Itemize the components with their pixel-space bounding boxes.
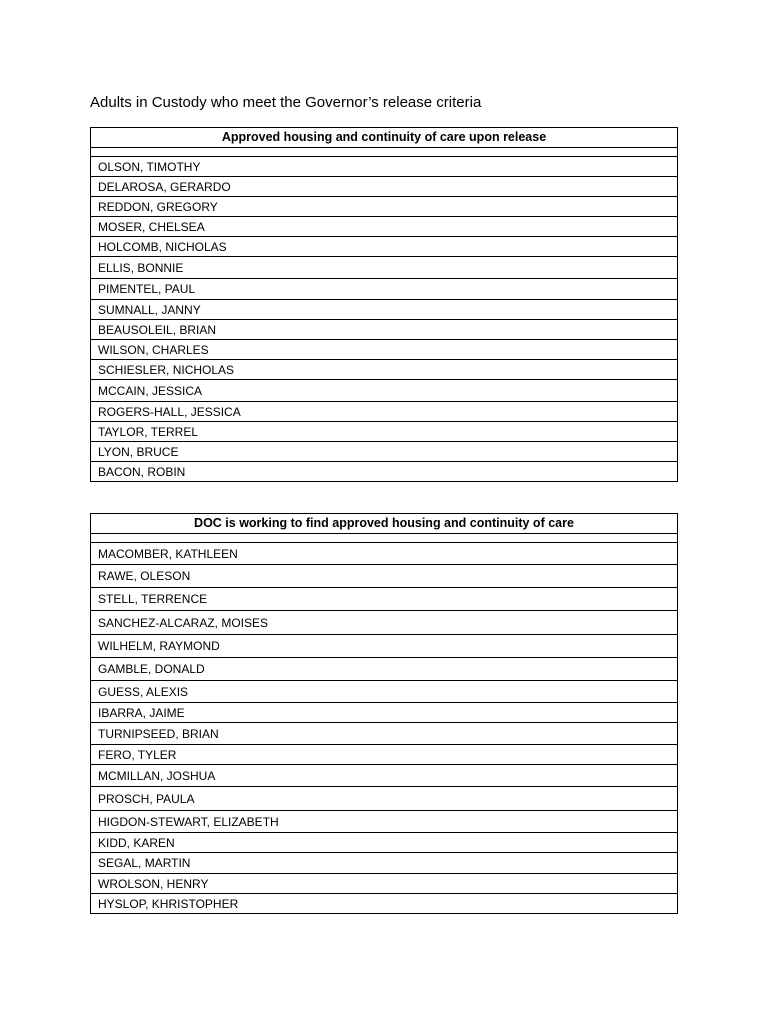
table-row: LYON, BRUCE (91, 442, 678, 462)
table-row: SANCHEZ-ALCARAZ, MOISES (91, 611, 678, 635)
table-row: ELLIS, BONNIE (91, 257, 678, 279)
table-row: BEAUSOLEIL, BRIAN (91, 320, 678, 340)
table-row: WILHELM, RAYMOND (91, 635, 678, 658)
table-row: PIMENTEL, PAUL (91, 279, 678, 300)
table-row: HOLCOMB, NICHOLAS (91, 237, 678, 257)
table-spacer-row (91, 148, 678, 157)
table-row: MCMILLAN, JOSHUA (91, 765, 678, 787)
table-row: TAYLOR, TERREL (91, 422, 678, 442)
table-header: Approved housing and continuity of care upon release (91, 128, 678, 148)
table-row: GAMBLE, DONALD (91, 658, 678, 681)
finding-housing-table (90, 513, 678, 914)
table-row: RAWE, OLESON (91, 565, 678, 588)
table-row: STELL, TERRENCE (91, 588, 678, 611)
table-row: BACON, ROBIN (91, 462, 678, 482)
table-row: HYSLOP, KHRISTOPHER (91, 894, 678, 914)
table-row: FERO, TYLER (91, 745, 678, 765)
approved-housing-table (90, 127, 678, 482)
page-title: Adults in Custody who meet the Governor’s release criteria (90, 94, 482, 111)
table-row: OLSON, TIMOTHY (91, 157, 678, 177)
table-row: PROSCH, PAULA (91, 787, 678, 811)
table-row: KIDD, KAREN (91, 833, 678, 853)
table-spacer-row (91, 534, 678, 543)
table-row: DELAROSA, GERARDO (91, 177, 678, 197)
table-row: WILSON, CHARLES (91, 340, 678, 360)
table-row: REDDON, GREGORY (91, 197, 678, 217)
table-row: TURNIPSEED, BRIAN (91, 723, 678, 745)
table-row: SUMNALL, JANNY (91, 300, 678, 320)
table-row: ROGERS-HALL, JESSICA (91, 402, 678, 422)
table-row: SCHIESLER, NICHOLAS (91, 360, 678, 380)
table-row: MACOMBER, KATHLEEN (91, 543, 678, 565)
table-row: SEGAL, MARTIN (91, 853, 678, 874)
table-row: WROLSON, HENRY (91, 874, 678, 894)
table-row: MCCAIN, JESSICA (91, 380, 678, 402)
table-row: MOSER, CHELSEA (91, 217, 678, 237)
table-row: GUESS, ALEXIS (91, 681, 678, 703)
table-row: HIGDON-STEWART, ELIZABETH (91, 811, 678, 833)
table-header: DOC is working to find approved housing and continuity of care (91, 514, 678, 534)
table-row: IBARRA, JAIME (91, 703, 678, 723)
